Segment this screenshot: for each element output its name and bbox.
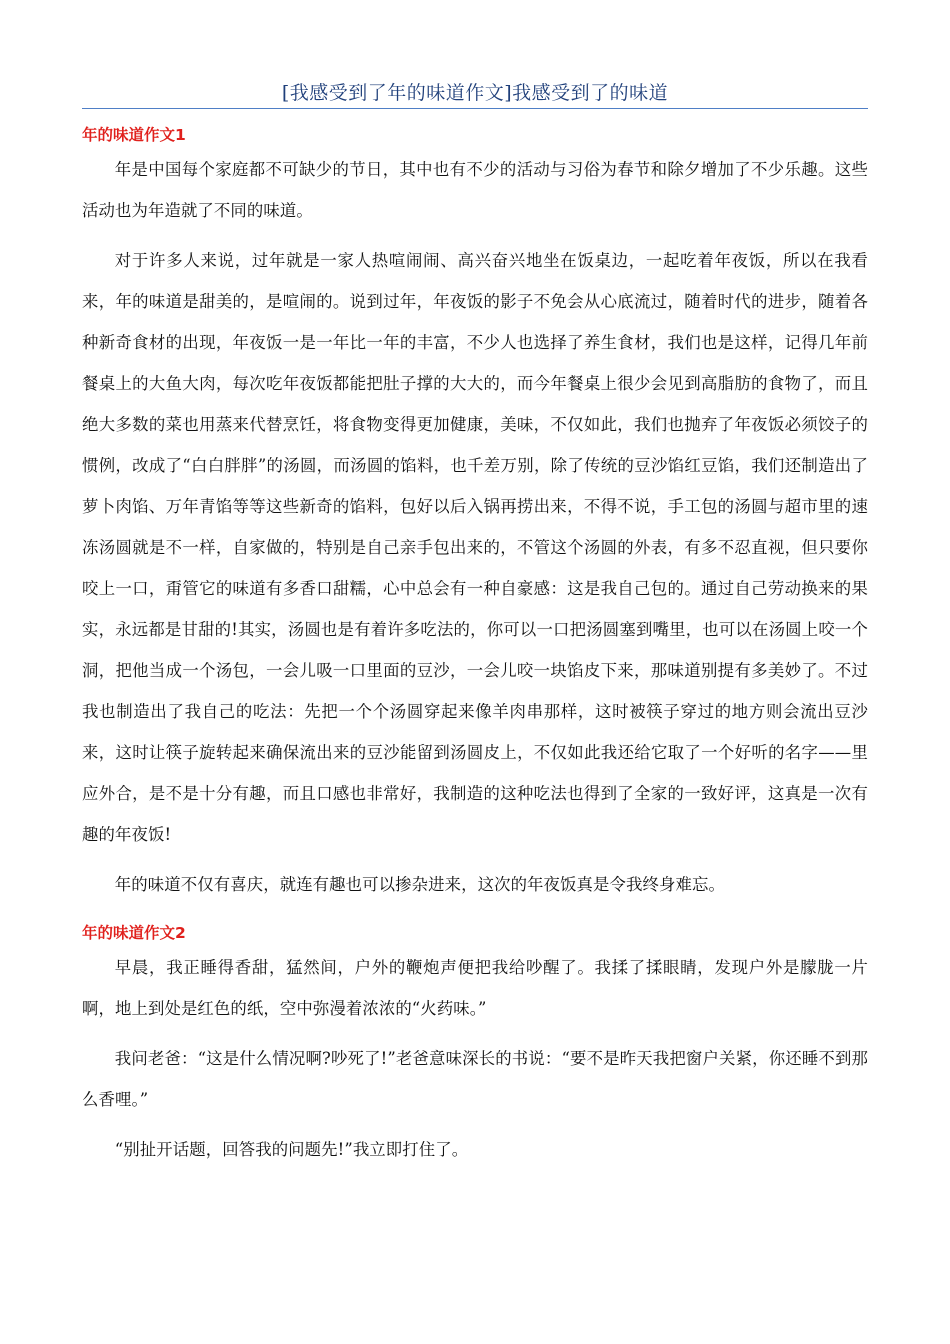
document-body <box>82 124 868 1170</box>
paragraph: 早晨，我正睡得香甜，猛然间，户外的鞭炮声便把我给吵醒了。我揉了揉眼睛，发现户外是朦胧一片啊，地上到处是红色的纸，空中弥漫着浓浓的“火药味。” <box>82 958 868 1018</box>
section-heading-1: 年的味道作文1 <box>82 126 186 144</box>
paragraph: 我问老爸：“这是什么情况啊?吵死了!”老爸意味深长的书说：“要不是昨天我把窗户关紧，你还睡不到那么香哩。” <box>82 1049 868 1109</box>
paragraph: 对于许多人来说，过年就是一家人热喧闹闹、高兴奋兴地坐在饭桌边，一起吃着年夜饭，所以在我看来，年的味道是甜美的，是喧闹的。说到过年，年夜饭的影子不免会从心底流过，随着时代的进步，随着各种新奇食材的出现，年夜饭一是一年比一年的丰富，不少人也选择了养生食材，我们也是这样，记得几年前餐桌上的大鱼大肉，每次吃年夜饭都能把肚子撑的大大的，而今年餐桌上很少会见到高脂肪的食物了，而且绝大多数的菜也用蒸来代替烹饪，将食物变得更加健康，美味，不仅如此，我们也抛弃了年夜饭必须饺子的惯例，改成了“白白胖胖”的汤圆，而汤圆的馅料，也千差万别，除了传统的豆沙馅红豆馅，我们还制造出了萝卜肉馅、万年青馅等等这些新奇的馅料，包好以后入锅再捞出来，不得不说，手工包的汤圆与超市里的速冻汤圆就是不一样，自家做的，特别是自己亲手包出来的，不管这个汤圆的外表，有多不忍直视，但只要你咬上一口，甭管它的味道有多香口甜糯，心中总会有一种自豪感：这是我自己包的。通过自己劳动换来的果实，永远都是甘甜的!其实，汤圆也是有着许多吃法的，你可以一口把汤圆塞到嘴里，也可以在汤圆上咬一个洞，把他当成一个汤包，一会儿吸一口里面的豆沙，一会儿咬一块馅皮下来，那味道别提有多美妙了。不过我也制造出了我自己的吃法：先把一个个汤圆穿起来像羊肉串那样，这时被筷子穿过的地方则会流出豆沙来，这时让筷子旋转起来确保流出来的豆沙能留到汤圆皮上，不仅如此我还给它取了一个好听的名字——里应外合，是不是十分有趣，而且口感也非常好，我制造的这种吃法也得到了全家的一致好评，这真是一次有趣的年夜饭! <box>82 251 868 844</box>
section-heading-2: 年的味道作文2 <box>82 924 186 942</box>
document-title: [我感受到了年的味道作文]我感受到了的味道 <box>281 82 669 104</box>
paragraph: “别扯开话题，回答我的问题先!”我立即打住了。 <box>114 1140 469 1159</box>
paragraph: 年是中国每个家庭都不可缺少的节日，其中也有不少的活动与习俗为春节和除夕增加了不少乐趣。这些活动也为年造就了不同的味道。 <box>82 160 868 220</box>
title-underline <box>82 108 868 109</box>
paragraph: 年的味道不仅有喜庆，就连有趣也可以掺杂进来，这次的年夜饭真是令我终身难忘。 <box>114 875 725 894</box>
